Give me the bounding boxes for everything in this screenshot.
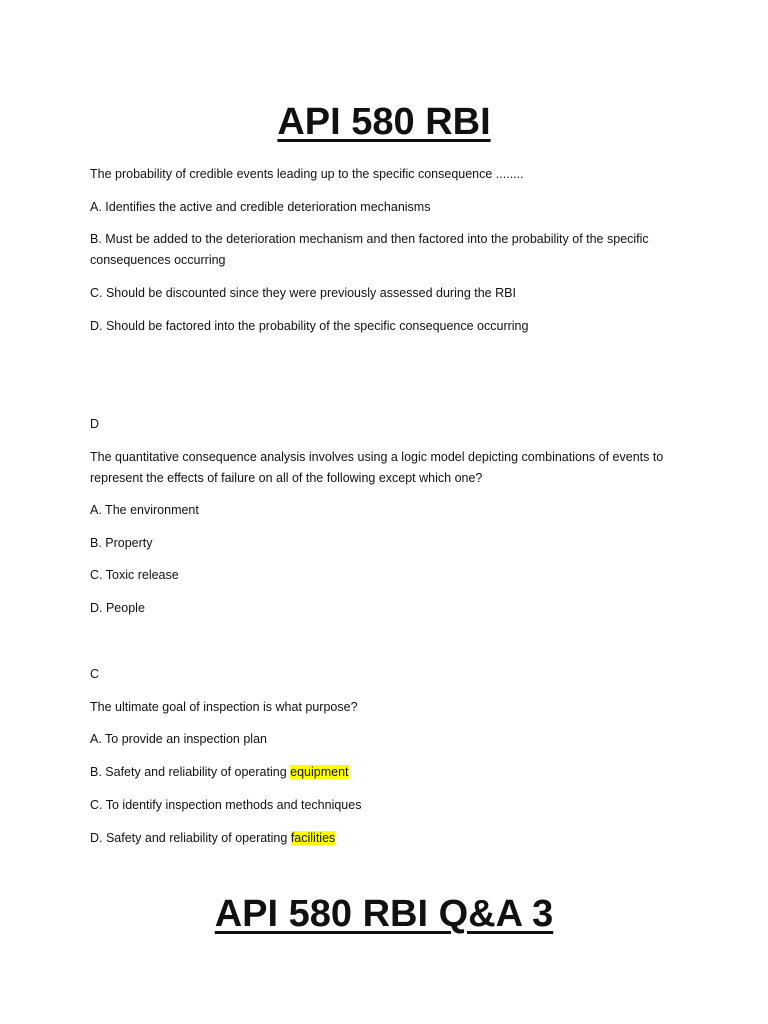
page-title-text: API 580 RBI: [277, 101, 491, 143]
question-2-option-b: B. Property: [90, 536, 153, 550]
question-1-option-b: B. Must be added to the deterioration mechanism and then factored into the probability of the specific consequences occurring: [90, 232, 649, 267]
question-1-option-d: D. Should be factored into the probability of the specific consequence occurring: [90, 319, 529, 333]
page-title: [0, 100, 768, 144]
question-2-option-c: C. Toxic release: [90, 568, 179, 582]
question-2-option-a: A. The environment: [90, 503, 199, 517]
question-3-option-b-prefix: B. Safety and reliability of operating: [90, 765, 291, 779]
question-3-option-d-prefix: D. Safety and reliability of operating: [90, 831, 291, 845]
question-1-option-a: A. Identifies the active and credible deterioration mechanisms: [90, 200, 431, 214]
question-3-option-b: [90, 762, 690, 783]
question-1-option-c: C. Should be discounted since they were previously assessed during the RBI: [90, 286, 516, 300]
highlighted-text: equipment: [290, 765, 349, 779]
question-1-text: The probability of credible events leading up to the specific consequence ........: [90, 167, 524, 181]
question-3-text: The ultimate goal of inspection is what purpose?: [90, 700, 358, 714]
question-3-option-d: [90, 828, 690, 849]
highlighted-text: facilities: [290, 831, 336, 845]
question-3-option-c: C. To identify inspection methods and techniques: [90, 798, 362, 812]
question-1-answer: D: [90, 417, 100, 431]
question-2-option-d: D. People: [90, 601, 145, 615]
question-3-option-a: A. To provide an inspection plan: [90, 732, 267, 746]
section-title: [0, 892, 768, 936]
question-2-answer: C: [90, 667, 100, 681]
section-title-text: API 580 RBI Q&A 3: [214, 893, 554, 935]
question-2-text: The quantitative consequence analysis involves using a logic model depicting combinations of events to represent the effects of failure on all of the following except which one?: [90, 450, 664, 485]
